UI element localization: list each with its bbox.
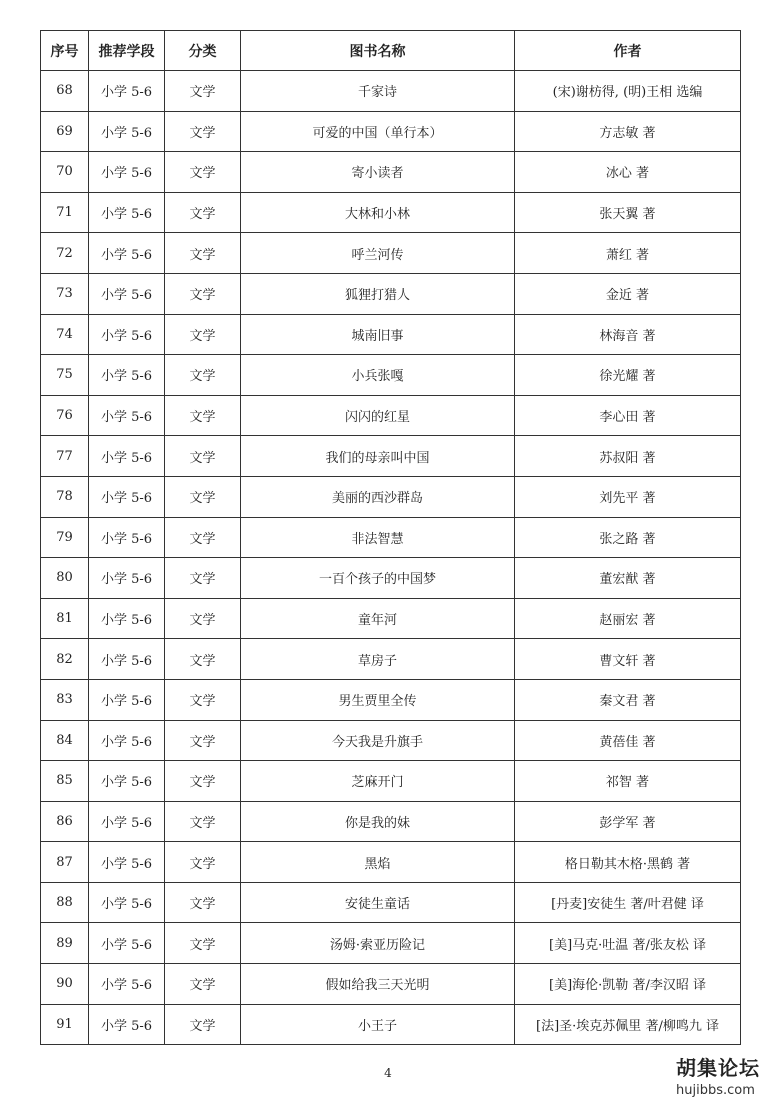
cell-book-title: 小王子 [241, 1004, 515, 1045]
recommended-books-table [40, 30, 741, 1045]
cell-category: 文学 [165, 923, 241, 964]
table-row [41, 882, 741, 923]
cell-category: 文学 [165, 598, 241, 639]
cell-book-title: 黑焰 [241, 842, 515, 883]
table-row [41, 152, 741, 193]
cell-category: 文学 [165, 436, 241, 477]
watermark-name: 胡集论坛 [676, 1056, 760, 1080]
cell-author: 董宏猷 著 [515, 558, 741, 599]
cell-book-title: 假如给我三天光明 [241, 964, 515, 1005]
cell-book-title: 城南旧事 [241, 314, 515, 355]
cell-author: [法]圣·埃克苏佩里 著/柳鸣九 译 [515, 1004, 741, 1045]
table-row [41, 355, 741, 396]
cell-number: 91 [41, 1004, 89, 1045]
cell-number: 87 [41, 842, 89, 883]
table-row [41, 761, 741, 802]
cell-grade-stage: 小学 5-6 [89, 273, 165, 314]
cell-book-title: 一百个孩子的中国梦 [241, 558, 515, 599]
cell-book-title: 童年河 [241, 598, 515, 639]
cell-book-title: 大林和小林 [241, 192, 515, 233]
cell-category: 文学 [165, 882, 241, 923]
cell-book-title: 汤姆·索亚历险记 [241, 923, 515, 964]
table-row [41, 558, 741, 599]
cell-category: 文学 [165, 1004, 241, 1045]
cell-grade-stage: 小学 5-6 [89, 355, 165, 396]
cell-number: 72 [41, 233, 89, 274]
header-grade-stage: 推荐学段 [89, 31, 165, 71]
cell-book-title: 你是我的妹 [241, 801, 515, 842]
cell-book-title: 狐狸打猎人 [241, 273, 515, 314]
cell-author: 刘先平 著 [515, 476, 741, 517]
table-row [41, 842, 741, 883]
cell-grade-stage: 小学 5-6 [89, 679, 165, 720]
cell-category: 文学 [165, 517, 241, 558]
cell-book-title: 非法智慧 [241, 517, 515, 558]
cell-book-title: 可爱的中国（单行本） [241, 111, 515, 152]
cell-number: 89 [41, 923, 89, 964]
cell-grade-stage: 小学 5-6 [89, 598, 165, 639]
cell-author: 徐光耀 著 [515, 355, 741, 396]
book-list-sheet [40, 30, 740, 1045]
cell-number: 76 [41, 395, 89, 436]
table-row [41, 679, 741, 720]
cell-number: 73 [41, 273, 89, 314]
cell-number: 86 [41, 801, 89, 842]
cell-grade-stage: 小学 5-6 [89, 801, 165, 842]
cell-author: 金近 著 [515, 273, 741, 314]
page-number: 4 [384, 1066, 392, 1080]
cell-author: 格日勒其木格·黑鹤 著 [515, 842, 741, 883]
cell-number: 90 [41, 964, 89, 1005]
table-row [41, 598, 741, 639]
cell-grade-stage: 小学 5-6 [89, 71, 165, 112]
cell-grade-stage: 小学 5-6 [89, 842, 165, 883]
table-row [41, 233, 741, 274]
cell-author: [丹麦]安徒生 著/叶君健 译 [515, 882, 741, 923]
table-header-row [41, 31, 741, 71]
cell-author: 李心田 著 [515, 395, 741, 436]
cell-grade-stage: 小学 5-6 [89, 476, 165, 517]
cell-number: 77 [41, 436, 89, 477]
cell-book-title: 寄小读者 [241, 152, 515, 193]
cell-grade-stage: 小学 5-6 [89, 395, 165, 436]
cell-author: 彭学军 著 [515, 801, 741, 842]
cell-grade-stage: 小学 5-6 [89, 964, 165, 1005]
cell-grade-stage: 小学 5-6 [89, 720, 165, 761]
cell-number: 81 [41, 598, 89, 639]
cell-category: 文学 [165, 679, 241, 720]
cell-author: [美]海伦·凯勒 著/李汉昭 译 [515, 964, 741, 1005]
cell-number: 88 [41, 882, 89, 923]
table-row [41, 395, 741, 436]
table-body [41, 71, 741, 1045]
table-row [41, 923, 741, 964]
cell-category: 文学 [165, 842, 241, 883]
cell-number: 71 [41, 192, 89, 233]
cell-grade-stage: 小学 5-6 [89, 192, 165, 233]
cell-grade-stage: 小学 5-6 [89, 111, 165, 152]
cell-author: 苏叔阳 著 [515, 436, 741, 477]
cell-grade-stage: 小学 5-6 [89, 1004, 165, 1045]
cell-author: 曹文轩 著 [515, 639, 741, 680]
cell-grade-stage: 小学 5-6 [89, 558, 165, 599]
cell-number: 80 [41, 558, 89, 599]
cell-book-title: 我们的母亲叫中国 [241, 436, 515, 477]
cell-author: (宋)谢枋得, (明)王相 选编 [515, 71, 741, 112]
cell-grade-stage: 小学 5-6 [89, 314, 165, 355]
cell-book-title: 闪闪的红星 [241, 395, 515, 436]
cell-book-title: 千家诗 [241, 71, 515, 112]
cell-category: 文学 [165, 558, 241, 599]
cell-author: 林海音 著 [515, 314, 741, 355]
cell-author: 张天翼 著 [515, 192, 741, 233]
cell-book-title: 呼兰河传 [241, 233, 515, 274]
cell-category: 文学 [165, 355, 241, 396]
cell-book-title: 美丽的西沙群岛 [241, 476, 515, 517]
cell-number: 75 [41, 355, 89, 396]
site-watermark [676, 1052, 760, 1098]
table-row [41, 639, 741, 680]
cell-author: 秦文君 著 [515, 679, 741, 720]
cell-category: 文学 [165, 964, 241, 1005]
cell-number: 68 [41, 71, 89, 112]
cell-number: 83 [41, 679, 89, 720]
cell-number: 82 [41, 639, 89, 680]
cell-book-title: 男生贾里全传 [241, 679, 515, 720]
header-number: 序号 [41, 31, 89, 71]
table-row [41, 964, 741, 1005]
cell-grade-stage: 小学 5-6 [89, 923, 165, 964]
cell-number: 79 [41, 517, 89, 558]
table-row [41, 71, 741, 112]
cell-number: 78 [41, 476, 89, 517]
cell-author: 冰心 著 [515, 152, 741, 193]
header-author: 作者 [515, 31, 741, 71]
cell-category: 文学 [165, 111, 241, 152]
table-row [41, 801, 741, 842]
cell-book-title: 小兵张嘎 [241, 355, 515, 396]
table-row [41, 111, 741, 152]
cell-number: 85 [41, 761, 89, 802]
cell-author: 萧红 著 [515, 233, 741, 274]
cell-category: 文学 [165, 476, 241, 517]
header-category: 分类 [165, 31, 241, 71]
cell-category: 文学 [165, 192, 241, 233]
cell-grade-stage: 小学 5-6 [89, 639, 165, 680]
cell-category: 文学 [165, 273, 241, 314]
cell-number: 69 [41, 111, 89, 152]
cell-number: 70 [41, 152, 89, 193]
cell-grade-stage: 小学 5-6 [89, 152, 165, 193]
cell-book-title: 今天我是升旗手 [241, 720, 515, 761]
table-row [41, 517, 741, 558]
cell-category: 文学 [165, 720, 241, 761]
cell-book-title: 安徒生童话 [241, 882, 515, 923]
table-row [41, 436, 741, 477]
cell-grade-stage: 小学 5-6 [89, 436, 165, 477]
cell-category: 文学 [165, 801, 241, 842]
cell-author: 方志敏 著 [515, 111, 741, 152]
cell-author: 赵丽宏 著 [515, 598, 741, 639]
cell-author: 张之路 著 [515, 517, 741, 558]
cell-grade-stage: 小学 5-6 [89, 517, 165, 558]
watermark-url: hujibbs.com [676, 1083, 755, 1098]
cell-category: 文学 [165, 152, 241, 193]
cell-author: 黄蓓佳 著 [515, 720, 741, 761]
cell-category: 文学 [165, 314, 241, 355]
table-row [41, 720, 741, 761]
table-row [41, 273, 741, 314]
cell-category: 文学 [165, 395, 241, 436]
cell-category: 文学 [165, 639, 241, 680]
header-book-title: 图书名称 [241, 31, 515, 71]
cell-author: 祁智 著 [515, 761, 741, 802]
table-row [41, 314, 741, 355]
cell-grade-stage: 小学 5-6 [89, 233, 165, 274]
cell-category: 文学 [165, 233, 241, 274]
cell-number: 84 [41, 720, 89, 761]
table-row [41, 1004, 741, 1045]
cell-number: 74 [41, 314, 89, 355]
cell-book-title: 草房子 [241, 639, 515, 680]
cell-author: [美]马克·吐温 著/张友松 译 [515, 923, 741, 964]
cell-grade-stage: 小学 5-6 [89, 761, 165, 802]
cell-category: 文学 [165, 761, 241, 802]
table-row [41, 192, 741, 233]
cell-category: 文学 [165, 71, 241, 112]
cell-book-title: 芝麻开门 [241, 761, 515, 802]
table-row [41, 476, 741, 517]
cell-grade-stage: 小学 5-6 [89, 882, 165, 923]
